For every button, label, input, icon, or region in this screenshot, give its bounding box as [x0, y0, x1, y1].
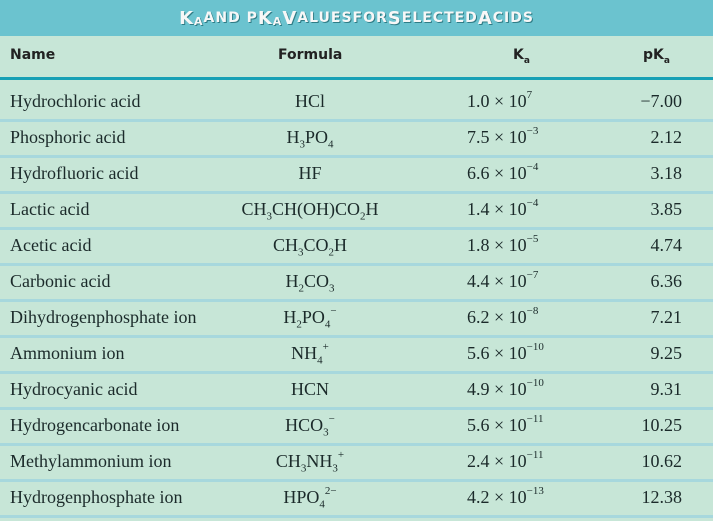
pka-value: 3.85: [650, 199, 682, 219]
ka-value: [467, 343, 544, 364]
ka-mantissa: 1.4: [467, 199, 490, 219]
acid-name: Hydrocyanic acid: [10, 379, 138, 399]
ka-value: [467, 307, 538, 328]
ka-mantissa: 1.8: [467, 235, 490, 255]
header-formula: Formula: [278, 47, 343, 63]
acid-name: Ammonium ion: [10, 343, 125, 363]
formula-text: PO: [301, 307, 325, 327]
times-sign: ×: [494, 163, 509, 183]
formula-sup: −: [328, 413, 335, 425]
times-sign: ×: [494, 235, 509, 255]
ka-value: [467, 379, 544, 400]
formula-sub: 2: [296, 318, 302, 331]
formula-sup: +: [322, 341, 329, 353]
pka-value: 6.36: [650, 271, 682, 291]
formula-sub: 2: [298, 282, 304, 295]
pka-value: 10.25: [641, 415, 682, 435]
times-sign: ×: [494, 271, 509, 291]
acid-name: Lactic acid: [10, 199, 90, 219]
formula-sup: +: [337, 449, 345, 461]
acid-name: Acetic acid: [10, 235, 92, 255]
acid-formula: [230, 163, 390, 184]
ka-mantissa: 6.6: [467, 163, 490, 183]
title-k: K: [179, 7, 195, 29]
formula-sub: 4: [319, 498, 325, 511]
formula-text: H: [334, 235, 348, 255]
ka-base: 10: [508, 487, 527, 507]
formula-text: NH: [291, 343, 318, 363]
acid-name: Dihydrogenphosphate ion: [10, 307, 197, 327]
acid-formula: [230, 449, 390, 475]
ka-base: 10: [508, 379, 527, 399]
ka-value: [467, 487, 544, 508]
ka-value: [467, 415, 543, 436]
ka-base: 10: [508, 343, 527, 363]
header-rule: [0, 77, 713, 80]
acid-formula: [230, 413, 390, 439]
title-and-p: AND P: [203, 10, 258, 26]
formula-sub: 4: [317, 354, 323, 367]
acid-name: Hydrogenphosphate ion: [10, 487, 183, 507]
pka-value: 9.25: [650, 343, 682, 363]
table-row: [0, 446, 713, 482]
ka-mantissa: 4.9: [467, 379, 490, 399]
title-k2: K: [257, 7, 273, 29]
pka-value: 12.38: [641, 487, 682, 507]
formula-sub: 3: [266, 210, 272, 223]
pka-value: 7.21: [650, 307, 682, 327]
formula-text: H: [365, 199, 379, 219]
table-row: [0, 230, 713, 266]
formula-text: NH: [306, 451, 333, 471]
acid-name: Hydrofluoric acid: [10, 163, 139, 183]
title-sub-a2: A: [272, 14, 283, 28]
acid-name: Phosphoric acid: [10, 127, 126, 147]
header-pka: [643, 47, 670, 66]
formula-sub: 2: [328, 246, 335, 259]
formula-sub: 4: [324, 318, 331, 331]
formula-sub: 3: [298, 246, 304, 259]
formula-text: HF: [298, 163, 322, 183]
ka-value: [467, 199, 538, 220]
acid-name: Hydrogencarbonate ion: [10, 415, 180, 435]
formula-sub: 3: [323, 426, 329, 439]
formula-text: CH: [272, 235, 298, 255]
ka-value: [467, 271, 538, 292]
pka-value: 10.62: [641, 451, 682, 471]
title-sub-a: A: [194, 14, 204, 28]
title-s: S: [387, 7, 402, 29]
table-row: [0, 194, 713, 230]
acid-formula: [230, 91, 390, 112]
formula-text: PO: [304, 127, 328, 147]
times-sign: ×: [494, 91, 509, 111]
table-row: [0, 374, 713, 410]
formula-text: H: [283, 307, 297, 327]
times-sign: ×: [494, 199, 509, 219]
acid-name: Hydrochloric acid: [10, 91, 141, 111]
ka-value: [467, 451, 543, 472]
ka-exponent: −5: [526, 233, 539, 245]
ka-base: 10: [508, 271, 527, 291]
ka-mantissa: 6.2: [467, 307, 490, 327]
table-row: [0, 86, 713, 122]
table-row: [0, 266, 713, 302]
ka-exponent: −7: [526, 269, 539, 281]
ka-base: 10: [508, 163, 527, 183]
formula-sub: 2: [360, 210, 366, 223]
ka-exponent: −10: [526, 341, 544, 353]
formula-text: CH: [275, 451, 301, 471]
ka-value: [467, 163, 538, 184]
ka-mantissa: 4.2: [467, 487, 490, 507]
acid-formula: [230, 235, 390, 259]
title-a: A: [477, 7, 493, 29]
formula-text: H: [285, 271, 299, 291]
formula-text: HCN: [290, 379, 329, 399]
acid-name: Carbonic acid: [10, 271, 111, 291]
table-title: [0, 0, 713, 36]
ka-exponent: −11: [526, 449, 544, 461]
table-row: [0, 122, 713, 158]
ka-exponent: −3: [526, 125, 539, 137]
formula-sup: −: [330, 305, 337, 317]
header-ka-main: K: [513, 47, 524, 63]
formula-text: H: [286, 127, 300, 147]
formula-text: CH: [241, 199, 267, 219]
ka-base: 10: [508, 235, 527, 255]
title-v: V: [282, 7, 298, 29]
pka-value: 4.74: [650, 235, 682, 255]
times-sign: ×: [494, 451, 509, 471]
ka-mantissa: 5.6: [467, 343, 490, 363]
times-sign: ×: [494, 487, 509, 507]
ka-exponent: −4: [526, 197, 539, 209]
title-elected: ELECTED: [401, 10, 478, 26]
ka-base: 10: [508, 199, 527, 219]
ka-exponent: −13: [526, 485, 544, 497]
times-sign: ×: [494, 127, 509, 147]
ka-base: 10: [508, 451, 527, 471]
formula-text: CO: [303, 271, 329, 291]
table-row: [0, 410, 713, 446]
acid-formula: [230, 341, 390, 367]
ka-exponent: −11: [526, 413, 544, 425]
ka-value: [467, 127, 538, 148]
times-sign: ×: [494, 379, 509, 399]
header-pka-sub: a: [663, 55, 670, 66]
ka-mantissa: 5.6: [467, 415, 490, 435]
acid-formula: [230, 485, 390, 511]
ka-mantissa: 7.5: [467, 127, 490, 147]
formula-sub: 4: [328, 138, 334, 151]
acid-formula: [230, 271, 390, 295]
formula-text: HCl: [294, 91, 325, 111]
acid-formula: [230, 127, 390, 151]
formula-sub: 3: [332, 462, 338, 475]
title-alues: ALUES: [297, 10, 353, 26]
title-for: FOR: [352, 10, 388, 26]
table-body: [0, 86, 713, 518]
ka-mantissa: 1.0: [467, 91, 490, 111]
column-headers: [0, 36, 713, 77]
ka-mantissa: 2.4: [467, 451, 490, 471]
times-sign: ×: [494, 415, 509, 435]
acid-formula: [230, 199, 390, 223]
ka-exponent: 7: [526, 89, 533, 101]
ka-exponent: −8: [526, 305, 539, 317]
ka-value: [467, 91, 532, 112]
acid-formula: [230, 305, 390, 331]
formula-text: CO: [303, 235, 329, 255]
formula-sup: 2−: [324, 485, 337, 497]
ka-value: [467, 235, 538, 256]
formula-text: HCO: [285, 415, 324, 435]
ka-base: 10: [508, 307, 527, 327]
table-row: [0, 302, 713, 338]
ka-mantissa: 4.4: [467, 271, 490, 291]
title-cids: CIDS: [492, 10, 534, 26]
formula-text: HPO: [283, 487, 320, 507]
header-ka: [513, 47, 530, 66]
times-sign: ×: [494, 343, 509, 363]
ka-base: 10: [508, 91, 527, 111]
formula-sub: 3: [300, 462, 307, 475]
pka-value: 3.18: [650, 163, 682, 183]
ka-exponent: −4: [526, 161, 539, 173]
ka-base: 10: [508, 415, 527, 435]
table-row: [0, 338, 713, 374]
header-pka-main: pK: [643, 47, 664, 63]
pka-value: 2.12: [650, 127, 682, 147]
formula-sub: 3: [329, 282, 335, 295]
ka-exponent: −10: [526, 377, 544, 389]
header-name: Name: [10, 47, 56, 63]
pka-value: 9.31: [650, 379, 682, 399]
ka-base: 10: [508, 127, 527, 147]
formula-sub: 3: [299, 138, 305, 151]
formula-text: CH(OH)CO: [272, 199, 360, 219]
acid-formula: [230, 379, 390, 400]
times-sign: ×: [494, 307, 509, 327]
header-ka-sub: a: [523, 55, 530, 66]
acid-name: Methylammonium ion: [10, 451, 172, 471]
table-row: [0, 482, 713, 518]
table-row: [0, 158, 713, 194]
pka-value: −7.00: [640, 91, 682, 111]
